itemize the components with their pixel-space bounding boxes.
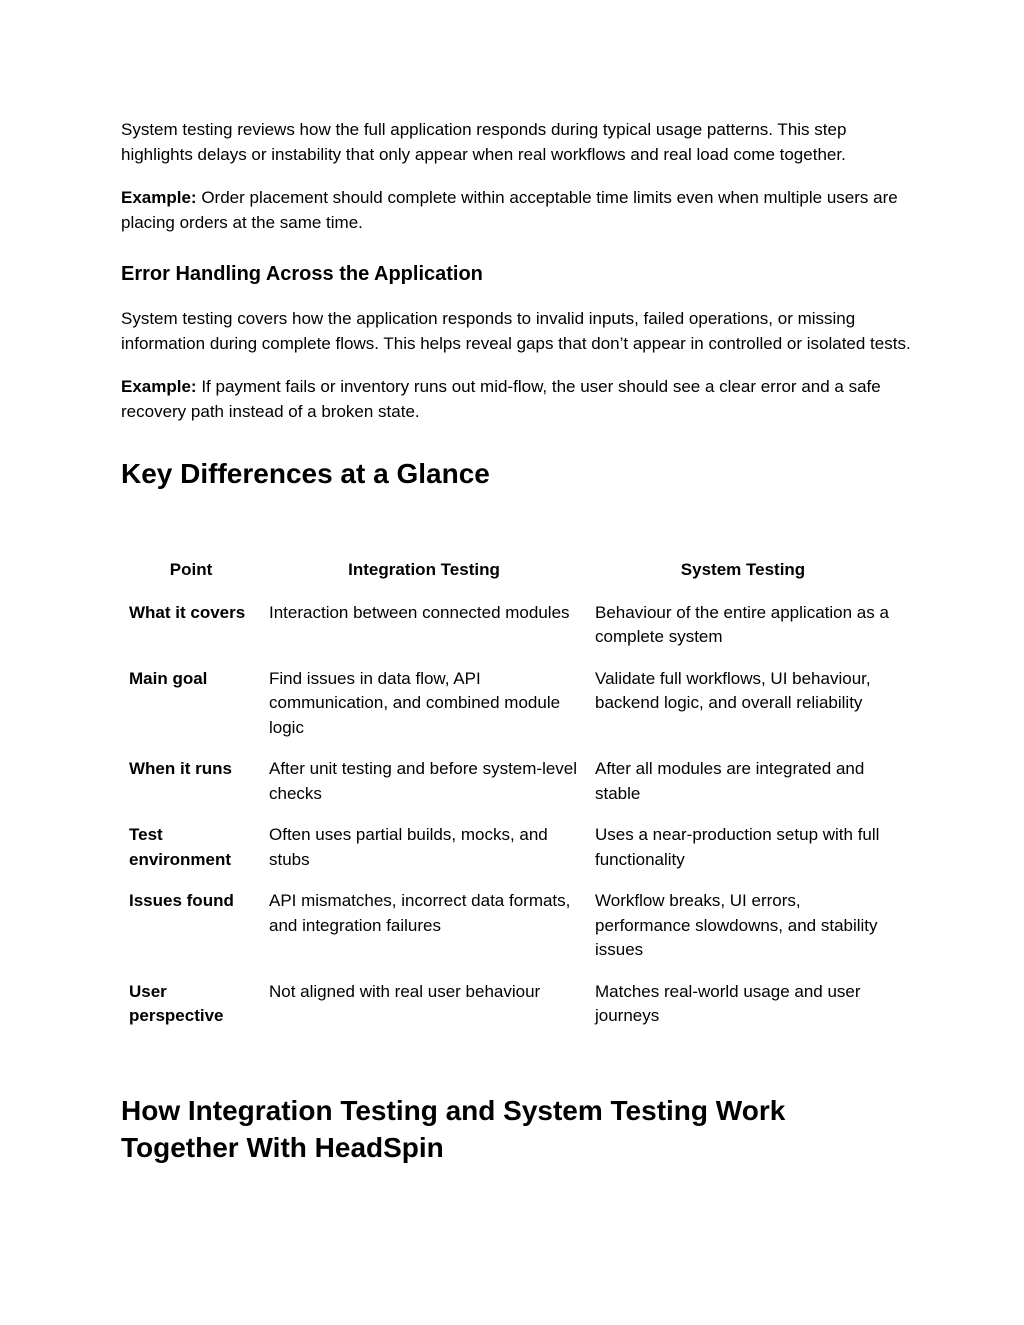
row-point: Test environment <box>129 825 232 869</box>
table-row <box>121 980 899 1046</box>
table-row <box>121 757 899 823</box>
column-header-point: Point <box>169 560 213 579</box>
intro-example <box>121 186 911 235</box>
row-system-cell: Behaviour of the entire application as a complete system <box>595 602 889 646</box>
column-header-system-testing: System Testing <box>680 560 806 579</box>
row-system-cell: Matches real-world usage and user journeys <box>595 981 861 1025</box>
row-point: Main goal <box>129 668 208 688</box>
intro-paragraph: System testing reviews how the full application responds during typical usage patterns. This step highlights delays or instability that only appear when real workflows and real load come together. <box>121 120 847 164</box>
error-handling-example <box>121 375 911 424</box>
comparison-table <box>121 556 899 1046</box>
document-body <box>121 118 911 492</box>
example-text: Order placement should complete within acceptable time limits even when multiple users are placing orders at the same time. <box>121 188 898 232</box>
headspin-section-heading: How Integration Testing and System Testing Work Together With HeadSpin <box>121 1095 786 1163</box>
example-label: Example: <box>121 377 197 396</box>
table-row <box>121 823 899 889</box>
column-header-integration-testing: Integration Testing <box>348 560 500 579</box>
example-label: Example: <box>121 188 197 207</box>
row-system-cell: Workflow breaks, UI errors, performance slowdowns, and stability issues <box>595 891 878 959</box>
row-system-cell: After all modules are integrated and stable <box>595 759 865 803</box>
row-point: What it covers <box>129 602 246 622</box>
example-text: If payment fails or inventory runs out mid-flow, the user should see a clear error and a safe recovery path instead of a broken state. <box>121 377 881 421</box>
row-integration-cell: After unit testing and before system-level checks <box>269 759 578 803</box>
row-point: When it runs <box>129 759 232 778</box>
table-header-row <box>121 556 899 601</box>
table-row <box>121 667 899 758</box>
row-system-cell: Validate full workflows, UI behaviour, backend logic, and overall reliability <box>595 668 871 712</box>
table-row <box>121 601 899 667</box>
row-integration-cell: Find issues in data flow, API communication, and combined module logic <box>269 668 561 737</box>
row-integration-cell: Interaction between connected modules <box>269 602 570 622</box>
row-integration-cell: Often uses partial builds, mocks, and stubs <box>269 825 548 869</box>
row-integration-cell: Not aligned with real user behaviour <box>269 981 541 1001</box>
key-differences-heading: Key Differences at a Glance <box>121 458 490 489</box>
row-integration-cell: API mismatches, incorrect data formats, and integration failures <box>269 891 571 935</box>
row-point: User perspective <box>129 981 224 1025</box>
error-handling-heading: Error Handling Across the Application <box>121 263 483 285</box>
row-system-cell: Uses a near-production setup with full functionality <box>595 825 880 869</box>
error-handling-paragraph: System testing covers how the application responds to invalid inputs, failed operations, or missing information during complete flows. This helps reveal gaps that don’t appear in controlled or isolated tests. <box>121 309 911 353</box>
table-row <box>121 889 899 980</box>
row-point: Issues found <box>129 891 234 910</box>
